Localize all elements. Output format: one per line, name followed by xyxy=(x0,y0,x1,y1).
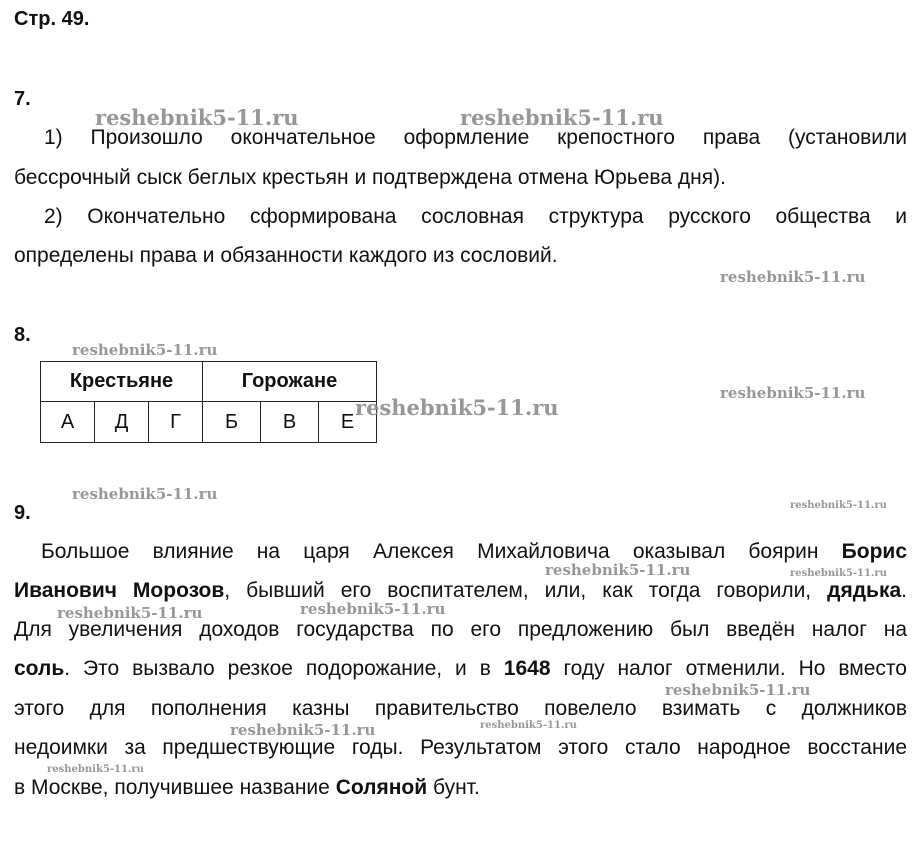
task-9-line-7 xyxy=(14,768,480,807)
watermark: reshebnik5-11.ru xyxy=(790,500,887,511)
text-run: Большое влияние на царя Алексея Михайловича оказывал боярин xyxy=(41,540,842,563)
table-cell: Е xyxy=(319,402,377,443)
task-9-line-6: недоимки за предшествующие годы. Результатом этого стало народное восстание xyxy=(14,736,907,759)
task-7-paragraph-2-line-1: 2) Окончательно сформирована сословная структура русского общества и xyxy=(44,205,907,228)
watermark: reshebnik5-11.ru xyxy=(72,485,218,503)
task-7-paragraph-1-line-1: 1) Произошло окончательное оформление крепостного права (установили xyxy=(44,126,907,149)
text-run: . xyxy=(901,579,907,602)
task-9-line-3: Для увеличения доходов государства по его предложению был введён налог на xyxy=(14,618,907,641)
table-cell: Г xyxy=(149,402,203,443)
table-cell: Б xyxy=(203,402,261,443)
page-label: Стр. 49. xyxy=(14,8,90,30)
watermark: reshebnik5-11.ru xyxy=(57,604,203,622)
bold-year: 1648 xyxy=(503,657,551,680)
watermark: reshebnik5-11.ru xyxy=(460,105,664,130)
task-9-line-4 xyxy=(14,649,907,688)
task-9-number: 9. xyxy=(14,502,31,524)
text-run: . Это вызвало резкое подорожание, и в xyxy=(64,657,504,680)
task-7-paragraph-1-line-2: бессрочный сыск беглых крестьян и подтверждена отмена Юрьева дня). xyxy=(14,166,726,189)
task-9-line-1 xyxy=(14,532,907,571)
watermark: reshebnik5-11.ru xyxy=(720,268,866,286)
bold-name: Борис xyxy=(841,540,907,563)
bold-term: Соляной xyxy=(335,776,428,799)
task-7-number: 7. xyxy=(14,88,31,110)
watermark: reshebnik5-11.ru xyxy=(720,384,866,402)
watermark: reshebnik5-11.ru xyxy=(47,764,144,775)
text-run: году налог отменили. Но вместо xyxy=(550,657,907,680)
watermark: reshebnik5-11.ru xyxy=(72,341,218,359)
table-cell: Д xyxy=(95,402,149,443)
task-7-paragraph-2-line-2: определены права и обязанности каждого из сословий. xyxy=(14,244,558,267)
bold-term: соль xyxy=(14,657,65,680)
text-run: бунт. xyxy=(427,776,480,799)
watermark: reshebnik5-11.ru xyxy=(95,105,299,130)
task-9-line-2 xyxy=(14,571,907,610)
watermark: reshebnik5-11.ru xyxy=(790,568,887,579)
bold-name: Иванович Морозов xyxy=(14,579,225,602)
table-cell: А xyxy=(41,402,95,443)
watermark: reshebnik5-11.ru xyxy=(545,561,691,579)
table-header-townspeople: Горожане xyxy=(203,362,377,402)
task-9-line-5: этого для пополнения казны правительство повелело взимать с должников xyxy=(14,697,907,720)
watermark: reshebnik5-11.ru xyxy=(480,720,577,731)
text-run: , бывший его воспитателем, или, как тогда говорили, xyxy=(224,579,828,602)
table-cell: В xyxy=(261,402,319,443)
watermark: reshebnik5-11.ru xyxy=(355,395,559,420)
task-8-number: 8. xyxy=(14,324,31,346)
watermark: reshebnik5-11.ru xyxy=(665,681,811,699)
watermark: reshebnik5-11.ru xyxy=(300,600,446,618)
watermark: reshebnik5-11.ru xyxy=(230,721,376,739)
table-header-peasants: Крестьяне xyxy=(41,362,203,402)
bold-term: дядька xyxy=(827,579,902,602)
text-run: в Москве, получившее название xyxy=(14,776,336,799)
answer-table xyxy=(40,361,377,443)
